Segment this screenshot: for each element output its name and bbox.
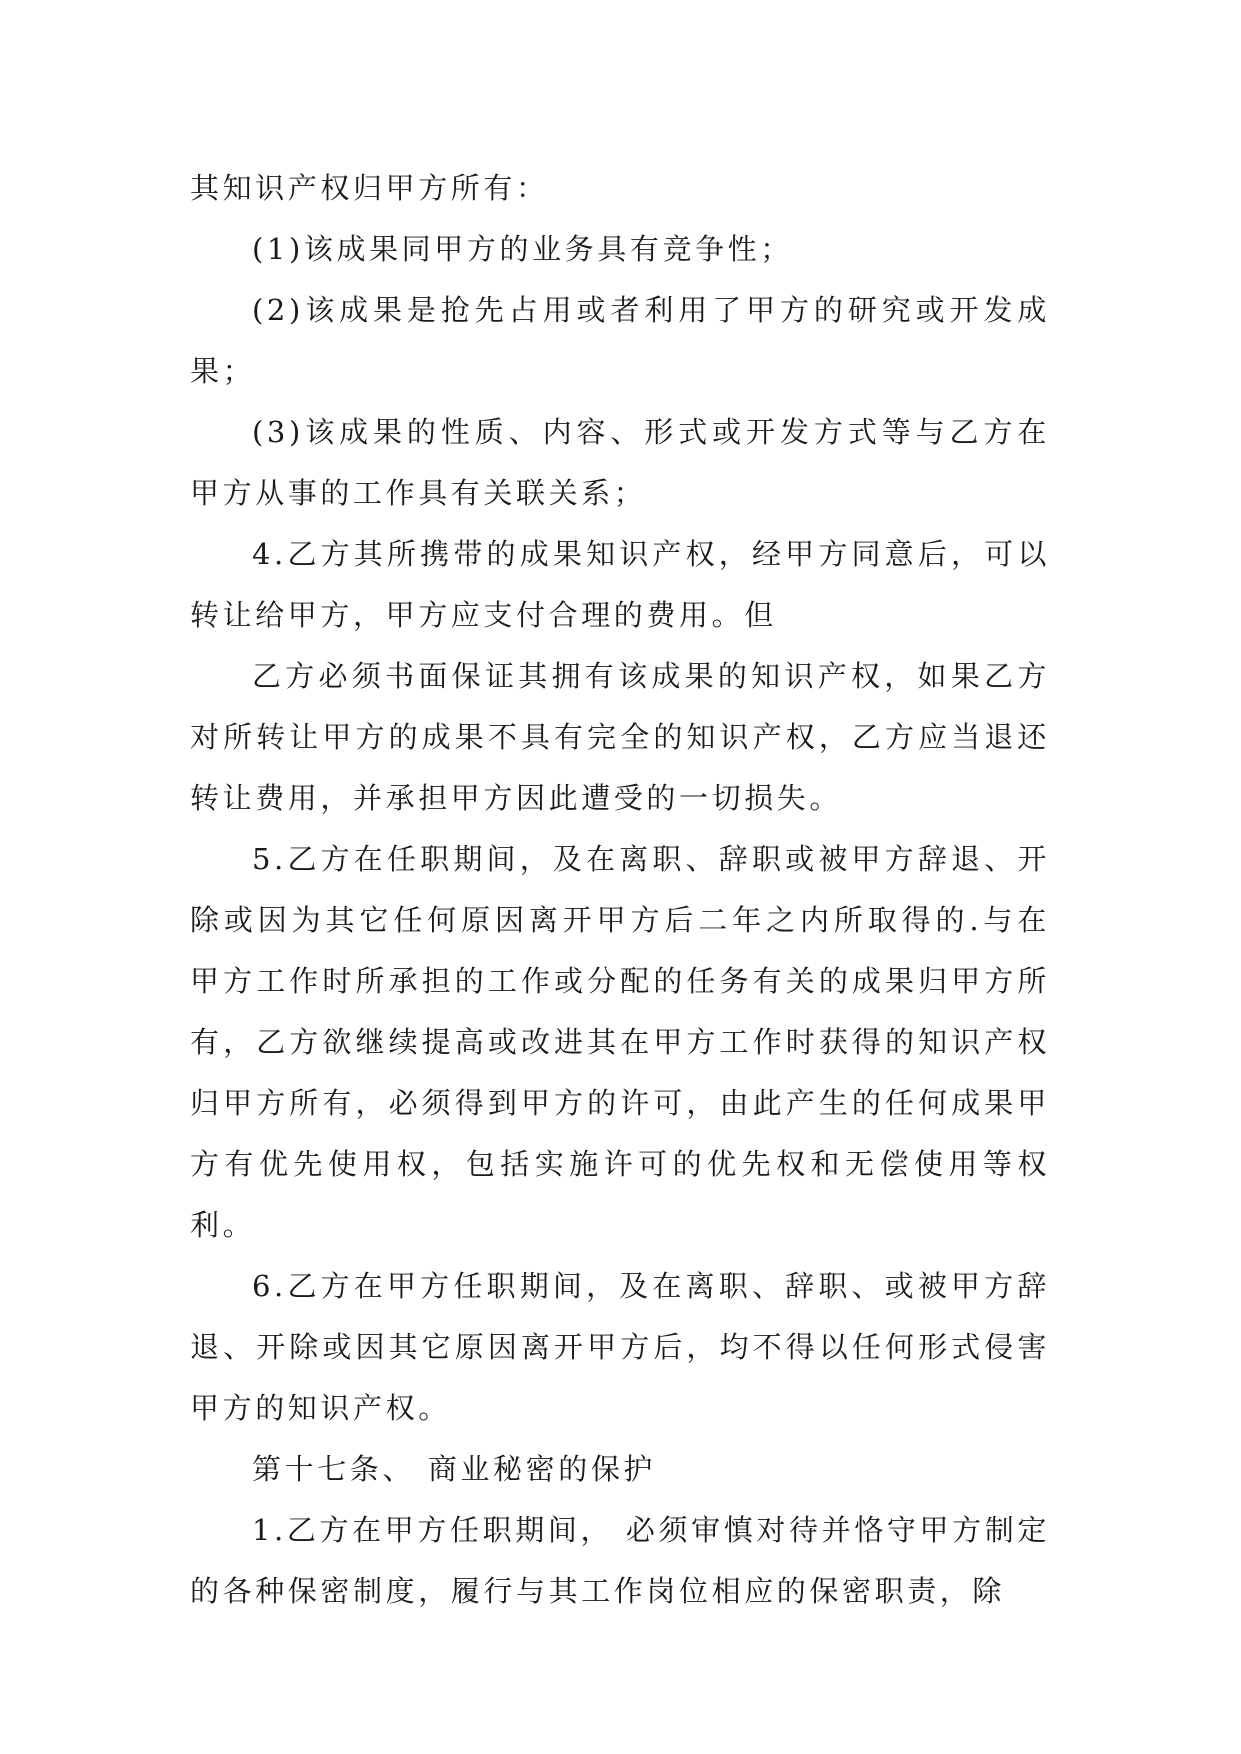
- paragraph-5: 4.乙方其所携带的成果知识产权，经甲方同意后，可以转让给甲方，甲方应支付合理的费用。但: [190, 537, 1050, 632]
- paragraph-10: 1.乙方在甲方任职期间， 必须审慎对待并恪守甲方制定的各种保密制度，履行与其工作岗位相应的保密职责，除: [190, 1513, 1050, 1608]
- section-heading: 第十七条、 商业秘密的保护: [252, 1452, 657, 1486]
- paragraph-2: (1)该成果同甲方的业务具有竞争性；: [252, 232, 793, 266]
- paragraph-3: (2)该成果是抢先占用或者利用了甲方的研究或开发成果；: [190, 293, 1050, 388]
- paragraph-7: 5.乙方在任职期间，及在离职、辞职或被甲方辞退、开除或因为其它任何原因离开甲方后二年之内所取得的.与在甲方工作时所承担的工作或分配的任务有关的成果归甲方所有，乙方欲继续提高或改进其在甲方工作时获得的知识产权归甲方所有，必须得到甲方的许可，由此产生的任何成果甲方有优先使用权，包括实施许可的优先权和无偿使用等权利。: [190, 842, 1050, 1242]
- paragraph-6: 乙方必须书面保证其拥有该成果的知识产权，如果乙方对所转让甲方的成果不具有完全的知识产权，乙方应当退还转让费用，并承担甲方因此遭受的一切损失。: [190, 659, 1050, 815]
- paragraph-4: (3)该成果的性质、内容、形式或开发方式等与乙方在甲方从事的工作具有关联关系；: [190, 415, 1050, 510]
- document-page: [190, 158, 1050, 1622]
- paragraph-1: 其知识产权归甲方所有：: [190, 171, 549, 205]
- paragraph-8: 6.乙方在甲方任职期间，及在离职、辞职、或被甲方辞退、开除或因其它原因离开甲方后，均不得以任何形式侵害甲方的知识产权。: [190, 1269, 1050, 1425]
